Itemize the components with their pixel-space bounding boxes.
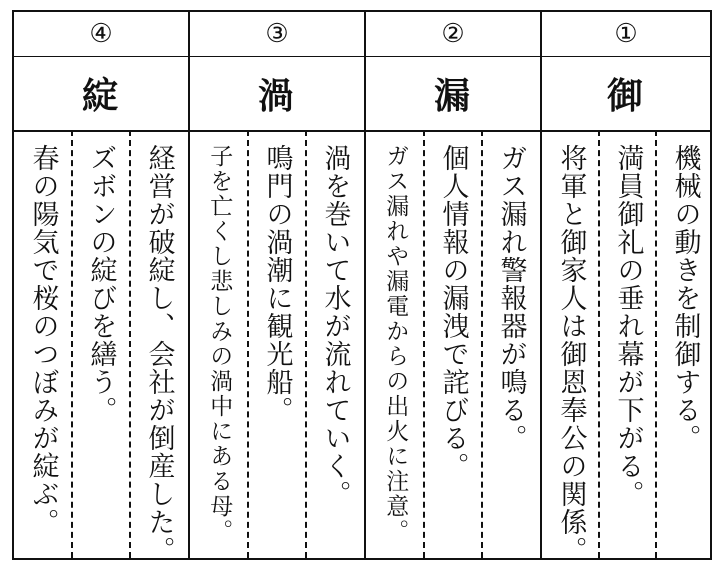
example-sentence: 子を亡くし悲しみの渦中にある母。 (206, 144, 233, 544)
example-sentence: 満員御礼の垂れ幕が下がる。 (612, 144, 644, 508)
sentence-slot (482, 130, 540, 558)
number-cell (190, 12, 364, 57)
sentence-slot (130, 130, 188, 564)
sentence-slot (366, 130, 424, 558)
kanji-cell (14, 56, 188, 132)
sentence-slot (599, 130, 657, 558)
number-cell (542, 12, 710, 57)
column-4 (14, 12, 188, 564)
kanji-worksheet (12, 10, 712, 564)
sentence-slot (542, 130, 600, 564)
example-sentence: 渦を巻いて水が流れていく。 (319, 144, 351, 508)
sentence-slot (306, 130, 364, 558)
number-cell (14, 12, 188, 57)
column-2 (364, 12, 540, 558)
sentence-area (542, 130, 710, 564)
kanji-cell (366, 56, 540, 132)
sentence-area (14, 130, 188, 564)
column-kanji: 綻 (81, 74, 120, 117)
column-number: ① (614, 19, 638, 49)
column-number: ② (441, 19, 465, 49)
example-sentence: ガス漏れ警報器が鳴る。 (495, 144, 527, 452)
example-sentence: 将軍と御家人は御恩奉公の関係。 (555, 144, 587, 564)
sentence-area (366, 130, 540, 558)
column-3 (188, 12, 364, 558)
example-sentence: 個人情報の漏洩で詫びる。 (437, 144, 469, 480)
kanji-cell (542, 56, 710, 132)
number-cell (366, 12, 540, 57)
sentence-slot (656, 130, 714, 558)
example-sentence: 機械の動きを制御する。 (669, 144, 701, 452)
example-sentence: ガス漏れや漏電からの出火に注意。 (382, 144, 409, 544)
column-number: ③ (265, 19, 289, 49)
column-kanji: 渦 (257, 74, 296, 117)
example-sentence: 鳴門の渦潮に観光船。 (261, 144, 293, 424)
example-sentence: ズボンの綻びを繕う。 (85, 144, 117, 424)
sentence-slot (424, 130, 482, 558)
example-sentence: 春の陽気で桜のつぼみが綻ぶ。 (27, 144, 59, 536)
column-kanji: 漏 (433, 74, 472, 117)
example-sentence: 経営が破綻し、会社が倒産した。 (143, 144, 175, 564)
column-1 (540, 12, 710, 564)
sentence-area (190, 130, 364, 558)
sentence-slot (190, 130, 248, 558)
column-number: ④ (89, 19, 113, 49)
sentence-slot (248, 130, 306, 558)
column-kanji: 御 (606, 74, 645, 117)
kanji-cell (190, 56, 364, 132)
sentence-slot (14, 130, 72, 558)
sentence-slot (72, 130, 130, 558)
